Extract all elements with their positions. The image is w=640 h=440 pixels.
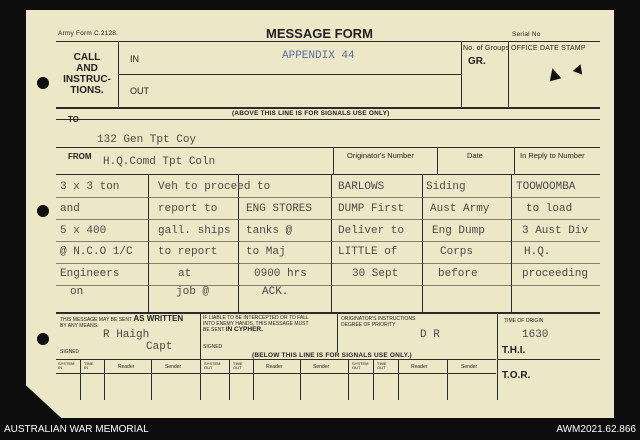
message-cell: 5 x 400 [60, 225, 107, 237]
tor-label: T.O.R. [502, 370, 531, 381]
degree-priority-label: DEGREE OF PRIORITY [341, 322, 396, 328]
message-cell: proceeding [522, 268, 589, 280]
signed-label-left: SIGNED [60, 349, 80, 355]
time-in-header: TIME IN [84, 361, 94, 370]
message-cell: tanks @ [246, 225, 293, 237]
grid-col-line [331, 175, 332, 312]
message-cell: Veh to proceed to [158, 181, 271, 193]
message-cell: 3 Aust Div [522, 225, 589, 237]
message-cell: BARLOWS [338, 181, 385, 193]
thi-rule [498, 359, 600, 360]
signals-col-line [80, 360, 81, 400]
signals-below-note: (BELOW THIS LINE IS FOR SIGNALS USE ONLY.) [252, 352, 412, 359]
time-of-origin-value: 1630 [522, 329, 549, 341]
sent-as-written-note [60, 316, 183, 329]
bottom-divider-1 [200, 313, 201, 359]
sent-as-written-line-1: THIS MESSAGE MAY BE SENT [60, 317, 132, 323]
signals-col-line [348, 360, 349, 400]
message-cell: at [178, 268, 192, 280]
to-rule [56, 147, 600, 148]
signals-col-line [253, 360, 254, 400]
message-cell: TOOWOOMBA [516, 181, 576, 193]
signed-label-right: SIGNED [203, 344, 223, 350]
message-cell: report to [158, 203, 218, 215]
call-and-instructions-label: CALL AND INSTRUC- TIONS. [63, 52, 111, 96]
liable-line-2: INTO ENEMY HANDS, THIS MESSAGE MUST [203, 321, 309, 327]
sender-header: Sender [165, 364, 182, 370]
system-in-header: SYSTEM IN [58, 361, 75, 370]
liable-line-3: BE SENT [203, 327, 225, 333]
message-cell: 3 x 3 ton [60, 181, 120, 193]
message-cell: LITTLE of [338, 246, 398, 258]
punch-hole-bottom [37, 333, 49, 345]
message-cell: 30 Sept [352, 268, 399, 280]
grid-col-line [511, 175, 512, 312]
no-of-groups-label: No. of Groups [463, 45, 510, 52]
message-cell: Engineers [60, 268, 120, 280]
message-cell: 0900 hrs [254, 268, 307, 280]
date-divider [437, 147, 438, 174]
signals-above-rule [56, 119, 600, 120]
reader-header: Reader [266, 364, 283, 370]
in-cypher-label: IN CYPHER. [225, 326, 263, 333]
punch-hole-top [37, 77, 49, 89]
message-cell: and [60, 203, 80, 215]
signals-below-rule [56, 359, 496, 360]
army-form-number: Army Form C.2128. [58, 30, 119, 37]
message-cell: Aust Army [430, 203, 490, 215]
message-cell: gall. ships [158, 225, 231, 237]
signals-col-line [104, 360, 105, 400]
signals-col-line [229, 360, 230, 400]
sent-as-written-line-3: BY ANY MEANS. [60, 323, 99, 329]
message-cell: on [70, 286, 84, 298]
from-rule-top [333, 147, 334, 174]
as-written-label: AS WRITTEN [133, 314, 184, 323]
footer-institution: AUSTRALIAN WAR MEMORIAL [4, 424, 149, 435]
sender-header: Sender [461, 364, 478, 370]
header-top-rule [56, 41, 600, 42]
grid-col-line [422, 175, 423, 312]
system-out-header: SYSTEM OUT [352, 361, 369, 370]
message-cell: DUMP First [338, 203, 405, 215]
message-cell: job @ [176, 286, 210, 298]
liable-intercept-note [203, 315, 309, 333]
to-label: TO [68, 115, 79, 124]
message-cell: to load [526, 203, 573, 215]
punch-hole-middle [37, 205, 49, 217]
header-bottom-rule [56, 107, 600, 109]
from-value: H.Q.Comd Tpt Coln [103, 156, 216, 168]
message-cell: @ N.C.O 1/C [60, 246, 133, 258]
date-label: Date [467, 151, 483, 160]
grid-row-line [56, 197, 600, 198]
grid-row-line [56, 263, 600, 264]
sender-header: Sender [313, 364, 330, 370]
serial-no-label: Serial No [512, 31, 541, 38]
from-rule [56, 174, 600, 175]
thi-label: T.H.I. [502, 345, 526, 356]
message-cell: ENG STORES [246, 203, 313, 215]
signals-col-line [151, 360, 152, 400]
priority-value: D R [420, 329, 440, 341]
message-cell: to Maj [246, 246, 286, 258]
message-cell: Corps [440, 246, 474, 258]
signals-above-note: (ABOVE THIS LINE IS FOR SIGNALS USE ONLY) [232, 110, 390, 117]
liable-line-1: IF LIABLE TO BE INTERCEPTED OR TO FALL [203, 315, 309, 321]
grid-row-line [56, 241, 600, 242]
reader-header: Reader [118, 364, 135, 370]
office-date-stamp-label: OFFICE DATE STAMP [511, 45, 586, 52]
in-reply-to-label: In Reply to Number [520, 151, 585, 160]
reply-divider [514, 147, 515, 174]
grid-row-line [56, 285, 600, 286]
out-label: OUT [130, 86, 149, 96]
groups-divider [461, 41, 462, 107]
signals-header-rule [56, 373, 496, 374]
from-label: FROM [68, 152, 92, 161]
message-cell: Siding [426, 181, 466, 193]
message-cell: ACK. [262, 286, 289, 298]
gr-label: GR. [468, 56, 486, 67]
signals-col-line [300, 360, 301, 400]
message-cell: Deliver to [338, 225, 405, 237]
signals-col-line [398, 360, 399, 400]
to-value: 132 Gen Tpt Coy [97, 134, 197, 146]
grid-col-line [238, 175, 239, 312]
originators-instructions-label: ORIGINATOR'S INSTRUCTIONS [341, 316, 416, 322]
originators-number-label: Originator's Number [347, 151, 414, 160]
message-cell: H.Q. [524, 246, 551, 258]
form-title: MESSAGE FORM [266, 26, 373, 41]
footer-accession-number: AWM2021.62.866 [556, 424, 636, 435]
signals-col-line [447, 360, 448, 400]
signals-col-line [200, 360, 201, 400]
in-out-divider [119, 74, 461, 75]
time-out-header: TIME OUT [233, 361, 243, 370]
signals-col-line [373, 360, 374, 400]
message-cell: before [438, 268, 478, 280]
message-cell: Eng Dump [432, 225, 485, 237]
reader-header: Reader [411, 364, 428, 370]
time-out-header: TIME OUT [377, 361, 387, 370]
grid-row-line [56, 219, 600, 220]
grid-col-line [148, 175, 149, 312]
bottom-divider-3 [497, 313, 498, 400]
in-label: IN [130, 54, 139, 64]
signer-name: R Haigh [103, 329, 150, 341]
message-cell: to report [158, 246, 218, 258]
system-out-header: SYSTEM OUT [204, 361, 221, 370]
originators-instructions-note [341, 316, 415, 328]
appendix-stamp: APPENDIX 44 [282, 50, 355, 62]
signer-rank: Capt [146, 341, 173, 353]
time-of-origin-label: TIME OF ORIGIN [504, 318, 544, 324]
